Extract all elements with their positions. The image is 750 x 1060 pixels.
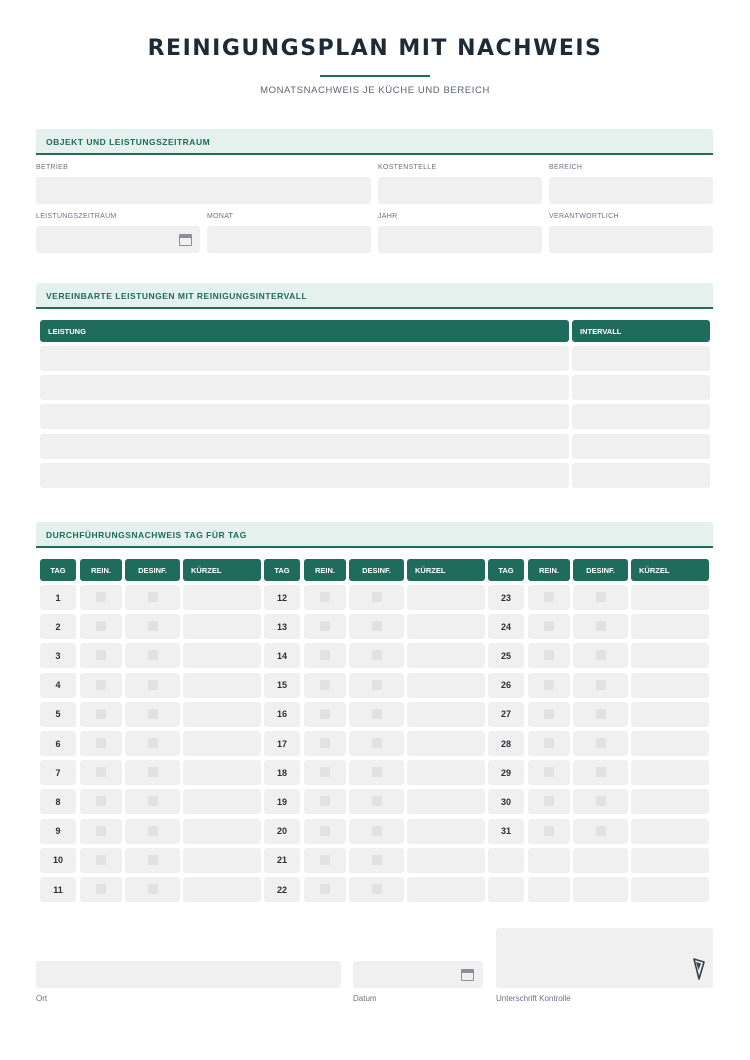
day-number: 6 (40, 731, 76, 756)
desinf-checkbox[interactable] (596, 621, 606, 631)
kuerzel-cell[interactable] (407, 877, 485, 902)
day-number: 12 (264, 585, 300, 610)
services-col-leistung: LEISTUNG (40, 320, 569, 342)
day-number: 27 (488, 702, 524, 727)
section-services-header: VEREINBARTE LEISTUNGEN MIT REINIGUNGSINTERVALL (36, 283, 713, 309)
kuerzel-cell[interactable] (407, 673, 485, 698)
daily-col-tag: TAG (264, 559, 300, 581)
desinf-checkbox[interactable] (148, 680, 158, 690)
kuerzel-cell[interactable] (407, 789, 485, 814)
kuerzel-cell[interactable] (631, 702, 709, 727)
kuerzel-cell[interactable] (631, 848, 709, 873)
service-intervall-cell[interactable] (572, 404, 710, 429)
day-number: 9 (40, 819, 76, 844)
day-number (488, 877, 524, 902)
desinf-checkbox[interactable] (372, 650, 382, 660)
rein-checkbox[interactable] (320, 621, 330, 631)
desinf-checkbox[interactable] (148, 621, 158, 631)
desinf-checkbox[interactable] (148, 855, 158, 865)
ort-label: Ort (36, 994, 48, 1003)
kuerzel-cell[interactable] (631, 614, 709, 639)
service-intervall-cell[interactable] (572, 346, 710, 371)
desinf-checkbox[interactable] (372, 592, 382, 602)
kuerzel-cell[interactable] (407, 614, 485, 639)
label-kostenstelle: KOSTENSTELLE (378, 164, 437, 171)
rein-checkbox[interactable] (544, 738, 554, 748)
day-number: 25 (488, 643, 524, 668)
kuerzel-cell[interactable] (183, 877, 261, 902)
kuerzel-cell[interactable] (183, 702, 261, 727)
rein-checkbox[interactable] (320, 650, 330, 660)
rein-checkbox[interactable] (96, 855, 106, 865)
desinf-checkbox[interactable] (148, 826, 158, 836)
service-intervall-cell[interactable] (572, 463, 710, 488)
service-leistung-cell[interactable] (40, 375, 569, 400)
rein-checkbox[interactable] (320, 796, 330, 806)
label-leistungszeitraum: LEISTUNGSZEITRAUM (36, 213, 117, 220)
desinf-checkbox[interactable] (372, 855, 382, 865)
day-number: 10 (40, 848, 76, 873)
kuerzel-cell[interactable] (183, 643, 261, 668)
calendar-icon[interactable] (179, 234, 192, 246)
rein-checkbox[interactable] (320, 767, 330, 777)
kuerzel-cell[interactable] (183, 819, 261, 844)
rein-checkbox[interactable] (96, 680, 106, 690)
daily-col-desinf: DESINF. (349, 559, 404, 581)
day-number: 3 (40, 643, 76, 668)
rein-checkbox[interactable] (320, 680, 330, 690)
desinf-checkbox[interactable] (372, 796, 382, 806)
service-intervall-cell[interactable] (572, 434, 710, 459)
label-jahr: JAHR (378, 213, 398, 220)
kuerzel-cell[interactable] (631, 643, 709, 668)
kuerzel-cell[interactable] (183, 731, 261, 756)
day-number: 16 (264, 702, 300, 727)
service-leistung-cell[interactable] (40, 434, 569, 459)
kuerzel-cell[interactable] (183, 673, 261, 698)
rein-checkbox[interactable] (320, 826, 330, 836)
jahr-field[interactable] (378, 226, 542, 253)
daily-col-kuerzel: KÜRZEL (183, 559, 261, 581)
desinf-checkbox[interactable] (148, 709, 158, 719)
desinf-checkbox[interactable] (148, 592, 158, 602)
desinf-checkbox[interactable] (372, 767, 382, 777)
kuerzel-cell[interactable] (631, 673, 709, 698)
kuerzel-cell[interactable] (631, 585, 709, 610)
rein-checkbox[interactable] (96, 592, 106, 602)
signature-field[interactable] (496, 928, 713, 988)
desinf-checkbox[interactable] (596, 592, 606, 602)
datum-field[interactable] (353, 961, 483, 988)
section-object-header: OBJEKT UND LEISTUNGSZEITRAUM (36, 129, 713, 155)
desinf-checkbox[interactable] (596, 650, 606, 660)
desinf-checkbox[interactable] (596, 709, 606, 719)
desinf-checkbox[interactable] (596, 680, 606, 690)
monat-field[interactable] (207, 226, 371, 253)
day-number: 24 (488, 614, 524, 639)
day-number: 1 (40, 585, 76, 610)
kuerzel-cell[interactable] (183, 760, 261, 785)
daily-col-desinf: DESINF. (125, 559, 180, 581)
page-title: REINIGUNGSPLAN MIT NACHWEIS (147, 36, 603, 61)
daily-col-rein: REIN. (528, 559, 570, 581)
service-intervall-cell[interactable] (572, 375, 710, 400)
day-number: 28 (488, 731, 524, 756)
rein-cell[interactable] (528, 877, 570, 902)
daily-col-tag: TAG (40, 559, 76, 581)
day-number: 4 (40, 673, 76, 698)
day-number: 23 (488, 585, 524, 610)
day-number: 29 (488, 760, 524, 785)
rein-checkbox[interactable] (96, 884, 106, 894)
day-number (488, 848, 524, 873)
rein-checkbox[interactable] (544, 621, 554, 631)
day-number: 20 (264, 819, 300, 844)
title-rule (320, 75, 430, 77)
rein-checkbox[interactable] (96, 796, 106, 806)
day-number: 31 (488, 819, 524, 844)
section-daily-header: DURCHFÜHRUNGSNACHWEIS TAG FÜR TAG (36, 522, 713, 548)
kostenstelle-field[interactable] (378, 177, 542, 204)
daily-col-kuerzel: KÜRZEL (631, 559, 709, 581)
day-number: 15 (264, 673, 300, 698)
leistungszeitraum-field[interactable] (36, 226, 200, 253)
kuerzel-cell[interactable] (407, 819, 485, 844)
desinf-cell[interactable] (573, 877, 628, 902)
rein-checkbox[interactable] (320, 855, 330, 865)
service-leistung-cell[interactable] (40, 404, 569, 429)
kuerzel-cell[interactable] (407, 702, 485, 727)
day-number: 18 (264, 760, 300, 785)
rein-checkbox[interactable] (320, 884, 330, 894)
daily-col-kuerzel: KÜRZEL (407, 559, 485, 581)
signature-label: Unterschrift Kontrolle (496, 994, 571, 1003)
day-number: 11 (40, 877, 76, 902)
kuerzel-cell[interactable] (407, 760, 485, 785)
desinf-checkbox[interactable] (148, 650, 158, 660)
daily-col-rein: REIN. (80, 559, 122, 581)
rein-checkbox[interactable] (96, 767, 106, 777)
rein-cell[interactable] (528, 848, 570, 873)
rein-checkbox[interactable] (544, 767, 554, 777)
rein-checkbox[interactable] (544, 680, 554, 690)
kuerzel-cell[interactable] (183, 614, 261, 639)
rein-checkbox[interactable] (320, 592, 330, 602)
rein-checkbox[interactable] (544, 592, 554, 602)
desinf-checkbox[interactable] (596, 738, 606, 748)
daily-col-rein: REIN. (304, 559, 346, 581)
rein-checkbox[interactable] (320, 738, 330, 748)
desinf-checkbox[interactable] (596, 796, 606, 806)
label-bereich: BEREICH (549, 164, 583, 171)
desinf-checkbox[interactable] (372, 621, 382, 631)
day-number: 19 (264, 789, 300, 814)
kuerzel-cell[interactable] (631, 877, 709, 902)
day-number: 26 (488, 673, 524, 698)
desinf-checkbox[interactable] (372, 884, 382, 894)
kuerzel-cell[interactable] (631, 760, 709, 785)
daily-col-tag: TAG (488, 559, 524, 581)
day-number: 30 (488, 789, 524, 814)
desinf-checkbox[interactable] (596, 767, 606, 777)
desinf-checkbox[interactable] (596, 826, 606, 836)
services-col-intervall: INTERVALL (572, 320, 710, 342)
betrieb-field[interactable] (36, 177, 371, 204)
verantwortlich-field[interactable] (549, 226, 713, 253)
desinf-checkbox[interactable] (372, 826, 382, 836)
day-number: 14 (264, 643, 300, 668)
kuerzel-cell[interactable] (407, 585, 485, 610)
desinf-checkbox[interactable] (148, 796, 158, 806)
rein-checkbox[interactable] (96, 826, 106, 836)
calendar-icon[interactable] (461, 969, 474, 981)
day-number: 7 (40, 760, 76, 785)
label-betrieb: BETRIEB (36, 164, 69, 171)
desinf-checkbox[interactable] (372, 709, 382, 719)
label-verantwortlich: VERANTWORTLICH (549, 213, 619, 220)
service-leistung-cell[interactable] (40, 463, 569, 488)
rein-checkbox[interactable] (96, 650, 106, 660)
day-number: 5 (40, 702, 76, 727)
desinf-checkbox[interactable] (148, 767, 158, 777)
kuerzel-cell[interactable] (407, 731, 485, 756)
desinf-checkbox[interactable] (372, 680, 382, 690)
label-monat: MONAT (207, 213, 234, 220)
desinf-cell[interactable] (573, 848, 628, 873)
page-subtitle: MONATSNACHWEIS JE KÜCHE UND BEREICH (260, 85, 490, 96)
rein-checkbox[interactable] (96, 621, 106, 631)
kuerzel-cell[interactable] (183, 789, 261, 814)
day-number: 13 (264, 614, 300, 639)
kuerzel-cell[interactable] (407, 643, 485, 668)
rein-checkbox[interactable] (96, 709, 106, 719)
day-number: 17 (264, 731, 300, 756)
day-number: 2 (40, 614, 76, 639)
desinf-checkbox[interactable] (148, 738, 158, 748)
service-leistung-cell[interactable] (40, 346, 569, 371)
desinf-checkbox[interactable] (148, 884, 158, 894)
rein-checkbox[interactable] (544, 796, 554, 806)
ort-field[interactable] (36, 961, 341, 988)
kuerzel-cell[interactable] (631, 789, 709, 814)
kuerzel-cell[interactable] (631, 819, 709, 844)
desinf-checkbox[interactable] (372, 738, 382, 748)
datum-label: Datum (353, 994, 377, 1003)
day-number: 21 (264, 848, 300, 873)
pen-nib-icon (692, 958, 706, 980)
rein-checkbox[interactable] (544, 650, 554, 660)
day-number: 22 (264, 877, 300, 902)
rein-checkbox[interactable] (544, 826, 554, 836)
rein-checkbox[interactable] (544, 709, 554, 719)
day-number: 8 (40, 789, 76, 814)
rein-checkbox[interactable] (320, 709, 330, 719)
rein-checkbox[interactable] (96, 738, 106, 748)
kuerzel-cell[interactable] (183, 848, 261, 873)
kuerzel-cell[interactable] (183, 585, 261, 610)
kuerzel-cell[interactable] (407, 848, 485, 873)
daily-col-desinf: DESINF. (573, 559, 628, 581)
kuerzel-cell[interactable] (631, 731, 709, 756)
bereich-field[interactable] (549, 177, 713, 204)
